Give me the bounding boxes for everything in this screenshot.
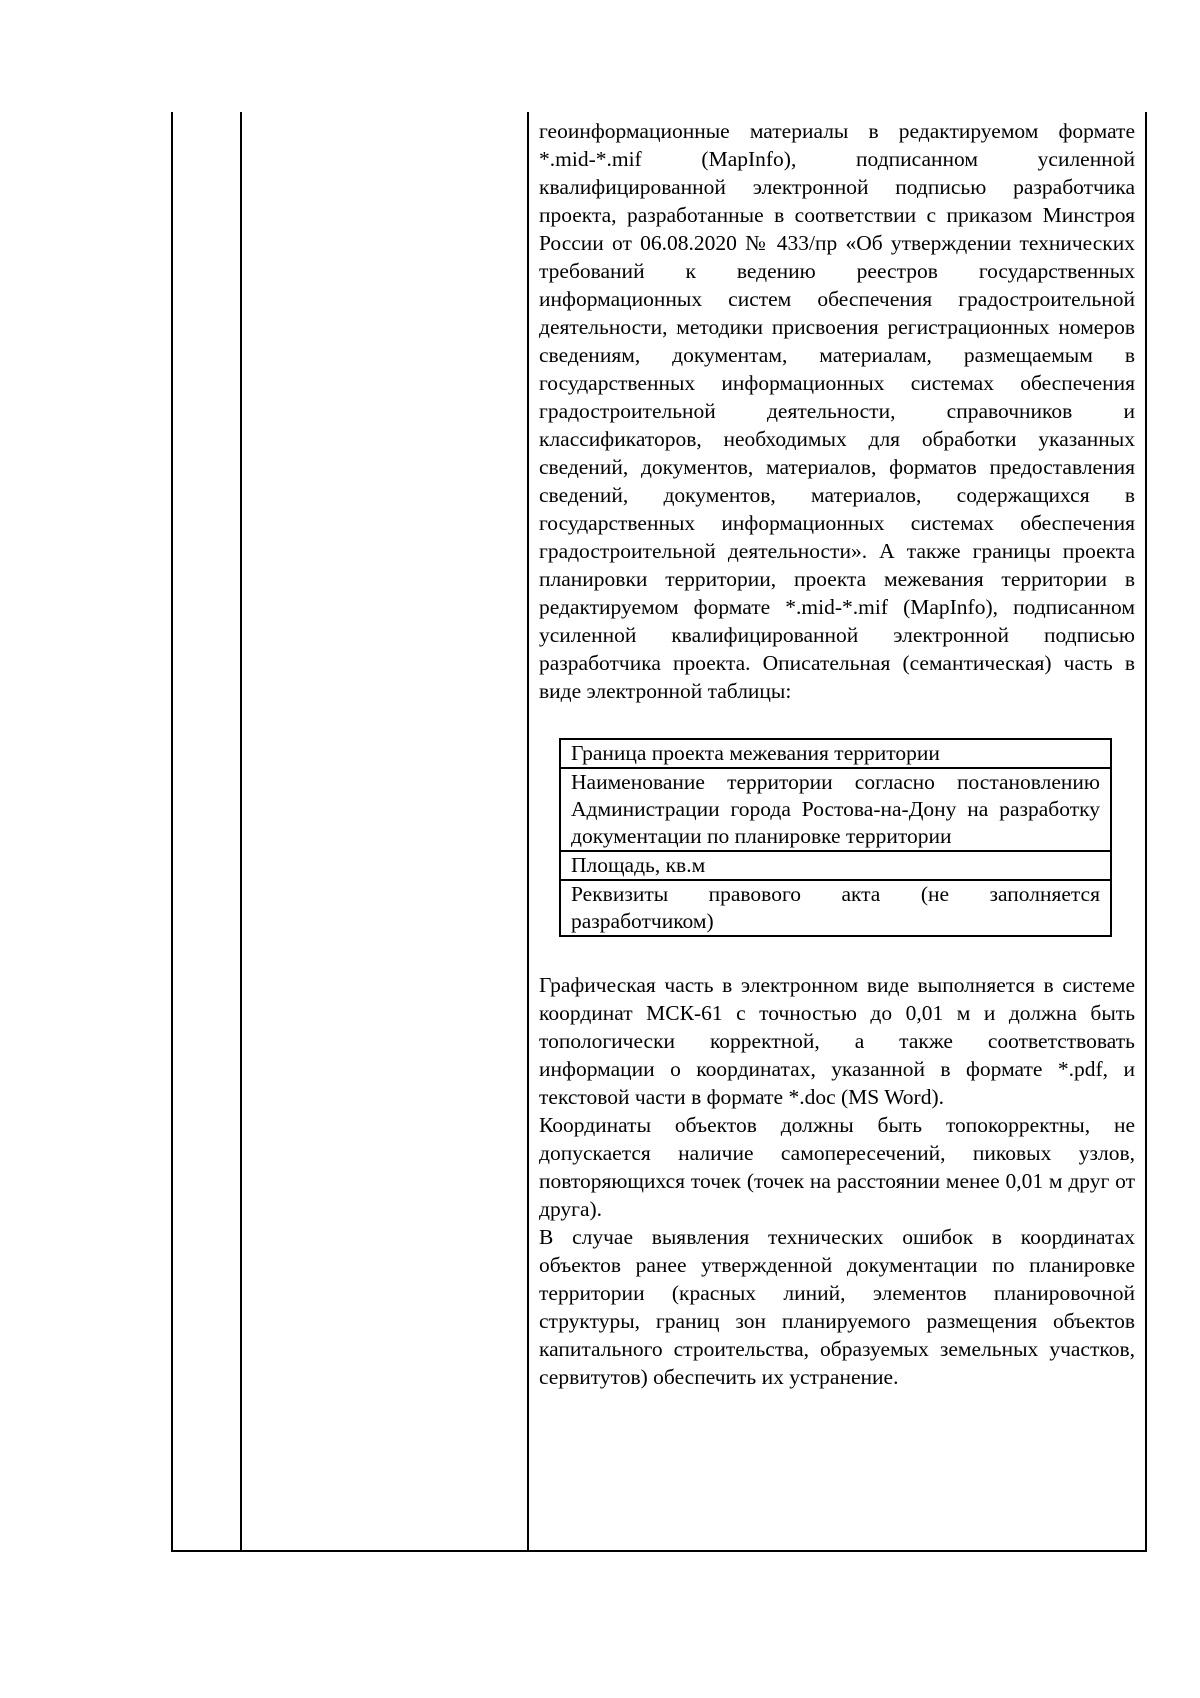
- paragraph-geoinfo-materials: геоинформационные материалы в редактируемом формате *.mid-*.mif (MapInfo), подписанном усиленной квалифицированной электронной подписью разработчика проекта, разработанные в соответствии с приказом Минстроя России от 06.08.2020 № 433/пр «Об утверждении технических требований к ведению реестров государственных информационных систем обеспечения градостроительной деятельности, методики присвоения регистрационных номеров сведениям, документам, материалам, размещаемым в государственных информационных системах обеспечения градостроительной деятельности, справочников и классификаторов, необходимых для обработки указанных сведений, документов, материалов, форматов предоставления сведений, документов, материалов, содержащихся в государственных информационных системах обеспечения градостроительной деятельности». А также границы проекта планировки территории, проекта межевания территории в редактируемом формате *.mid-*.mif (MapInfo), подписанном усиленной квалифицированной электронной подписью разработчика проекта. Описательная (семантическая) часть в виде электронной таблицы:: [539, 119, 1135, 703]
- semantic-table-wrapper: [559, 738, 1112, 937]
- section-name-cell: [241, 112, 528, 1551]
- table-row: [560, 880, 1111, 936]
- table-cell: Площадь, кв.м: [560, 851, 1111, 880]
- paragraph-coordinates: Координаты объектов должны быть топокорректны, не допускается наличие самопересечений, пиковых узлов, повторяющихся точек (точек на расстоянии менее 0,01 м друг от друга).: [539, 1113, 1135, 1221]
- table-row: [560, 739, 1111, 768]
- semantic-attributes-table: [559, 738, 1112, 937]
- paragraph-graphic-part: Графическая часть в электронном виде выполняется в системе координат МСК-61 с точностью до 0,01 м и должна быть топологически корректной, а также соответствовать информации о координатах, указанной в формате *.pdf, и текстовой части в формате *.doc (MS Word).: [539, 973, 1135, 1109]
- table-row: [172, 112, 1146, 1551]
- requirements-table: [171, 112, 1147, 1552]
- requirements-content-cell: [528, 112, 1146, 1551]
- table-row: [560, 768, 1111, 851]
- table-cell: Граница проекта межевания территории: [560, 739, 1111, 768]
- paragraph-technical-errors: В случае выявления технических ошибок в координатах объектов ранее утвержденной документации по планировке территории (красных линий, элементов планировочной структуры, границ зон планируемого размещения объектов капитального строительства, образуемых земельных участков, сервитутов) обеспечить их устранение.: [539, 1225, 1135, 1389]
- table-row: [560, 851, 1111, 880]
- number-cell: [172, 112, 241, 1551]
- table-cell: Реквизиты правового акта (не заполняется разработчиком): [560, 880, 1111, 936]
- table-cell: Наименование территории согласно постановлению Администрации города Ростова-на-Дону на разработку документации по планировке территории: [560, 768, 1111, 851]
- requirements-text: [529, 112, 1145, 1391]
